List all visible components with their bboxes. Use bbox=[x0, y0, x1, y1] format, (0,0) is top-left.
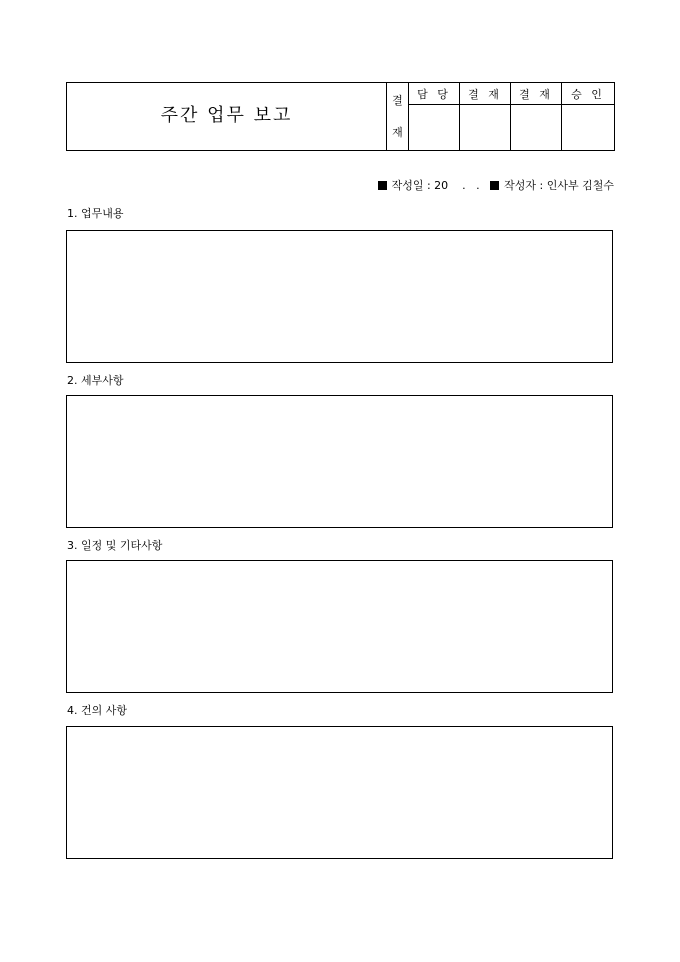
section-box-details[interactable] bbox=[66, 395, 613, 528]
section-label-schedule: 3. 일정 및 기타사항 bbox=[67, 539, 163, 552]
report-meta bbox=[378, 177, 614, 193]
section-label-work: 1. 업무내용 bbox=[67, 207, 124, 220]
date-label: 작성일 : 20 bbox=[391, 179, 449, 192]
bullet-square-icon bbox=[378, 181, 387, 190]
date-separators: . . bbox=[462, 179, 480, 192]
section-box-work[interactable] bbox=[66, 230, 613, 363]
author-label: 작성자 : 인사부 김철수 bbox=[504, 179, 614, 192]
role-header-approve: 승 인 bbox=[562, 83, 615, 105]
report-header-table bbox=[66, 82, 615, 151]
approval-label bbox=[387, 83, 409, 151]
section-label-suggestions: 4. 건의 사항 bbox=[67, 704, 127, 717]
report-title: 주간 업무 보고 bbox=[67, 83, 387, 151]
section-box-suggestions[interactable] bbox=[66, 726, 613, 859]
approval-label-top: 결 bbox=[392, 93, 403, 107]
bullet-square-icon bbox=[490, 181, 499, 190]
section-label-details: 2. 세부사항 bbox=[67, 374, 124, 387]
role-header-manager: 담 당 bbox=[409, 83, 460, 105]
role-header-review-2: 결 재 bbox=[511, 83, 562, 105]
approval-label-bottom: 재 bbox=[392, 125, 403, 139]
signature-box-approve[interactable] bbox=[562, 105, 615, 151]
signature-box-review-2[interactable] bbox=[511, 105, 562, 151]
signature-box-review-1[interactable] bbox=[460, 105, 511, 151]
signature-box-manager[interactable] bbox=[409, 105, 460, 151]
section-box-schedule[interactable] bbox=[66, 560, 613, 693]
role-header-review-1: 결 재 bbox=[460, 83, 511, 105]
